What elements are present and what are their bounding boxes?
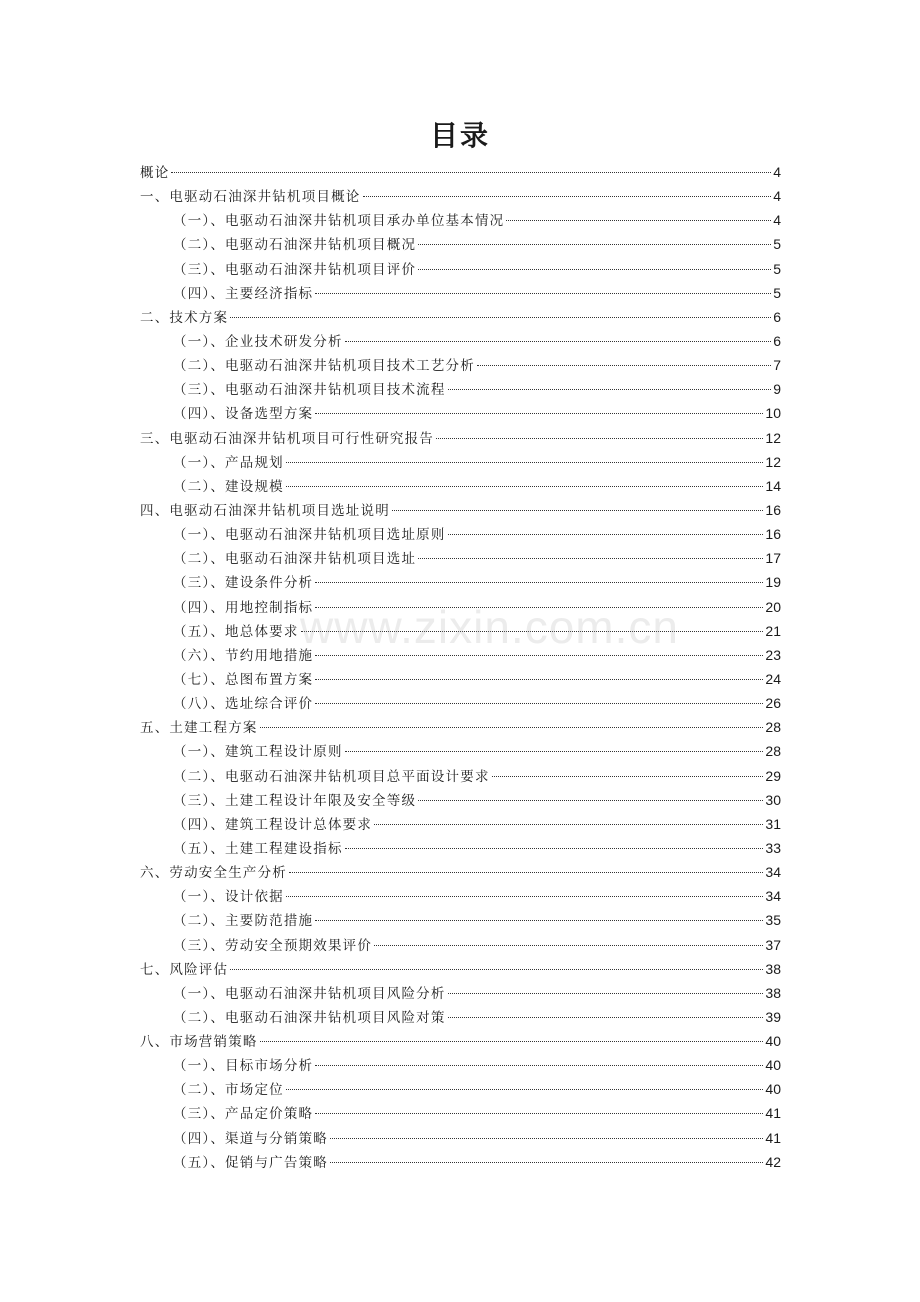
- toc-dot-leader: [436, 438, 763, 439]
- toc-page-number: 41: [765, 1129, 781, 1146]
- toc-page-number: 6: [773, 308, 781, 325]
- toc-dot-leader: [315, 582, 763, 583]
- toc-page-number: 16: [765, 501, 781, 518]
- toc-entry-label: （二）、电驱动石油深井钻机项目技术工艺分析: [173, 358, 475, 375]
- toc-dot-leader: [418, 558, 763, 559]
- toc-page-number: 34: [765, 864, 781, 881]
- toc-dot-leader: [315, 655, 763, 656]
- toc-entry-label: （三）、建设条件分析: [173, 575, 314, 592]
- toc-section-entry[interactable]: [140, 739, 781, 763]
- toc-dot-leader: [315, 607, 763, 608]
- toc-page-number: 40: [765, 1033, 781, 1050]
- toc-page-number: 33: [765, 839, 781, 856]
- toc-entry-label: 七、风险评估: [140, 961, 229, 978]
- toc-dot-leader: [230, 317, 771, 318]
- toc-dot-leader: [363, 196, 772, 197]
- toc-entry-label: （三）、产品定价策略: [173, 1106, 314, 1123]
- toc-entry-label: 一、电驱动石油深井钻机项目概论: [140, 189, 361, 206]
- toc-page-number: 37: [765, 936, 781, 953]
- toc-section-entry[interactable]: [140, 1005, 781, 1029]
- toc-dot-leader: [374, 824, 763, 825]
- toc-entry-label: （二）、电驱动石油深井钻机项目风险对策: [173, 1009, 446, 1026]
- toc-page-number: 42: [765, 1153, 781, 1170]
- toc-dot-leader: [506, 220, 771, 221]
- toc-page-number: 40: [765, 1057, 781, 1074]
- toc-page-number: 23: [765, 646, 781, 663]
- toc-page-number: 12: [765, 429, 781, 446]
- toc-entry-label: 四、电驱动石油深井钻机项目选址说明: [140, 502, 390, 519]
- toc-dot-leader: [315, 413, 763, 414]
- toc-dot-leader: [315, 679, 763, 680]
- toc-section-entry[interactable]: [140, 281, 781, 305]
- toc-dot-leader: [392, 510, 764, 511]
- toc-dot-leader: [374, 945, 763, 946]
- toc-entry-label: 二、技术方案: [140, 309, 229, 326]
- toc-entry-label: （四）、主要经济指标: [173, 285, 314, 302]
- toc-entry-label: （四）、渠道与分销策略: [173, 1130, 328, 1147]
- toc-entry-label: （一）、设计依据: [173, 889, 284, 906]
- toc-dot-leader: [315, 1113, 763, 1114]
- toc-entry-label: （三）、电驱动石油深井钻机项目评价: [173, 261, 417, 278]
- toc-dot-leader: [477, 365, 771, 366]
- toc-page-number: 34: [765, 888, 781, 905]
- toc-section-entry[interactable]: [140, 377, 781, 401]
- toc-page-number: 38: [765, 984, 781, 1001]
- table-of-contents: [140, 160, 781, 1174]
- toc-chapter-entry[interactable]: [140, 860, 781, 884]
- toc-entry-label: 三、电驱动石油深井钻机项目可行性研究报告: [140, 430, 434, 447]
- toc-entry-label: （一）、电驱动石油深井钻机项目风险分析: [173, 985, 446, 1002]
- toc-dot-leader: [286, 462, 764, 463]
- toc-section-entry[interactable]: [140, 667, 781, 691]
- toc-page-number: 29: [765, 767, 781, 784]
- toc-entry-label: （二）、主要防范措施: [173, 913, 314, 930]
- toc-entry-label: （五）、土建工程建设指标: [173, 840, 343, 857]
- toc-entry-label: （五）、地总体要求: [173, 623, 299, 640]
- toc-section-entry[interactable]: [140, 981, 781, 1005]
- toc-dot-leader: [171, 172, 771, 173]
- toc-section-entry[interactable]: [140, 836, 781, 860]
- toc-entry-label: 八、市场营销策略: [140, 1034, 258, 1051]
- toc-dot-leader: [448, 993, 764, 994]
- toc-entry-label: （八）、选址综合评价: [173, 696, 314, 713]
- toc-entry-label: （四）、用地控制指标: [173, 599, 314, 616]
- toc-section-entry[interactable]: [140, 643, 781, 667]
- toc-section-entry[interactable]: [140, 1150, 781, 1174]
- toc-section-entry[interactable]: [140, 401, 781, 425]
- toc-section-entry[interactable]: [140, 450, 781, 474]
- toc-chapter-entry[interactable]: [140, 305, 781, 329]
- toc-section-entry[interactable]: [140, 1053, 781, 1077]
- toc-page-number: 39: [765, 1008, 781, 1025]
- toc-section-entry[interactable]: [140, 884, 781, 908]
- toc-dot-leader: [418, 269, 771, 270]
- toc-dot-leader: [448, 389, 772, 390]
- toc-entry-label: （二）、建设规模: [173, 478, 284, 495]
- toc-section-entry[interactable]: [140, 812, 781, 836]
- toc-dot-leader: [286, 1089, 764, 1090]
- toc-page-number: 40: [765, 1081, 781, 1098]
- toc-dot-leader: [345, 848, 764, 849]
- toc-chapter-entry[interactable]: [140, 426, 781, 450]
- toc-dot-leader: [315, 920, 763, 921]
- toc-section-entry[interactable]: [140, 257, 781, 281]
- toc-page-number: 5: [773, 284, 781, 301]
- toc-chapter-entry[interactable]: [140, 715, 781, 739]
- toc-section-entry[interactable]: [140, 1077, 781, 1101]
- toc-page-number: 20: [765, 598, 781, 615]
- toc-page-number: 5: [773, 236, 781, 253]
- toc-entry-label: （一）、电驱动石油深井钻机项目选址原则: [173, 527, 446, 544]
- toc-entry-label: （二）、电驱动石油深井钻机项目总平面设计要求: [173, 768, 490, 785]
- toc-dot-leader: [301, 631, 764, 632]
- toc-dot-leader: [418, 800, 763, 801]
- toc-entry-label: 概论: [140, 165, 170, 181]
- toc-page-number: 4: [773, 212, 781, 229]
- toc-entry-label: （一）、建筑工程设计原则: [173, 744, 343, 761]
- toc-page-number: 9: [773, 381, 781, 398]
- toc-section-entry[interactable]: [140, 764, 781, 788]
- toc-section-entry[interactable]: [140, 546, 781, 570]
- toc-entry-label: （六）、节约用地措施: [173, 647, 314, 664]
- toc-page-number: 19: [765, 574, 781, 591]
- toc-page-number: 4: [773, 164, 781, 180]
- toc-dot-leader: [260, 727, 764, 728]
- toc-section-entry[interactable]: [140, 353, 781, 377]
- toc-page-number: 31: [765, 815, 781, 832]
- toc-entry-label: （三）、劳动安全预期效果评价: [173, 937, 373, 954]
- toc-chapter-entry[interactable]: [140, 498, 781, 522]
- toc-dot-leader: [315, 1065, 763, 1066]
- toc-entry-label: （四）、建筑工程设计总体要求: [173, 816, 373, 833]
- toc-dot-leader: [345, 751, 764, 752]
- toc-section-entry[interactable]: [140, 329, 781, 353]
- toc-chapter-entry[interactable]: [140, 184, 781, 208]
- toc-entry-label: （一）、企业技术研发分析: [173, 333, 343, 350]
- toc-page-number: 12: [765, 453, 781, 470]
- toc-page-number: 17: [765, 550, 781, 567]
- toc-section-entry[interactable]: [140, 474, 781, 498]
- toc-page-number: 16: [765, 526, 781, 543]
- toc-entry-label: （二）、市场定位: [173, 1082, 284, 1099]
- toc-entry-label: （一）、产品规划: [173, 454, 284, 471]
- toc-page-number: 28: [765, 743, 781, 760]
- toc-chapter-entry[interactable]: [140, 160, 781, 184]
- toc-dot-leader: [330, 1162, 763, 1163]
- toc-dot-leader: [289, 872, 763, 873]
- toc-page-number: 38: [765, 960, 781, 977]
- toc-entry-label: （三）、土建工程设计年限及安全等级: [173, 792, 417, 809]
- toc-entry-label: 五、土建工程方案: [140, 720, 258, 737]
- toc-entry-label: （二）、电驱动石油深井钻机项目选址: [173, 551, 417, 568]
- toc-page-number: 7: [773, 357, 781, 374]
- toc-dot-leader: [330, 1138, 763, 1139]
- toc-entry-label: （七）、总图布置方案: [173, 671, 314, 688]
- toc-page-number: 21: [765, 622, 781, 639]
- toc-entry-label: 六、劳动安全生产分析: [140, 865, 287, 882]
- toc-section-entry[interactable]: [140, 691, 781, 715]
- toc-section-entry[interactable]: [140, 522, 781, 546]
- toc-section-entry[interactable]: [140, 570, 781, 594]
- toc-entry-label: （五）、促销与广告策略: [173, 1154, 328, 1171]
- watermark-text: www.zixin.com.cn: [300, 601, 679, 653]
- toc-section-entry[interactable]: [140, 1101, 781, 1125]
- toc-dot-leader: [315, 293, 771, 294]
- toc-section-entry[interactable]: [140, 908, 781, 932]
- toc-dot-leader: [418, 244, 771, 245]
- toc-section-entry[interactable]: [140, 1126, 781, 1150]
- toc-page-number: 4: [773, 188, 781, 205]
- toc-page-number: 41: [765, 1105, 781, 1122]
- toc-dot-leader: [345, 341, 772, 342]
- toc-section-entry[interactable]: [140, 595, 781, 619]
- toc-page-number: 24: [765, 670, 781, 687]
- toc-dot-leader: [448, 534, 764, 535]
- toc-dot-leader: [492, 776, 764, 777]
- toc-dot-leader: [315, 703, 763, 704]
- toc-dot-leader: [230, 969, 763, 970]
- toc-page-number: 35: [765, 912, 781, 929]
- toc-page-number: 14: [765, 477, 781, 494]
- toc-section-entry[interactable]: [140, 933, 781, 957]
- toc-page-number: 28: [765, 719, 781, 736]
- toc-page-number: 5: [773, 260, 781, 277]
- toc-dot-leader: [286, 896, 764, 897]
- toc-section-entry[interactable]: [140, 232, 781, 256]
- toc-page-number: 6: [773, 332, 781, 349]
- toc-title: 目录: [429, 119, 490, 152]
- toc-entry-label: （四）、设备选型方案: [173, 406, 314, 423]
- toc-page-number: 30: [765, 791, 781, 808]
- toc-page-number: 10: [765, 405, 781, 422]
- toc-chapter-entry[interactable]: [140, 1029, 781, 1053]
- toc-section-entry[interactable]: [140, 208, 781, 232]
- toc-section-entry[interactable]: [140, 619, 781, 643]
- toc-section-entry[interactable]: [140, 788, 781, 812]
- toc-entry-label: （一）、目标市场分析: [173, 1058, 314, 1075]
- toc-entry-label: （一）、电驱动石油深井钻机项目承办单位基本情况: [173, 213, 505, 230]
- toc-chapter-entry[interactable]: [140, 957, 781, 981]
- toc-page-number: 26: [765, 695, 781, 712]
- toc-entry-label: （二）、电驱动石油深井钻机项目概况: [173, 237, 417, 254]
- toc-dot-leader: [286, 486, 764, 487]
- toc-dot-leader: [448, 1017, 764, 1018]
- toc-dot-leader: [260, 1041, 764, 1042]
- toc-entry-label: （三）、电驱动石油深井钻机项目技术流程: [173, 382, 446, 399]
